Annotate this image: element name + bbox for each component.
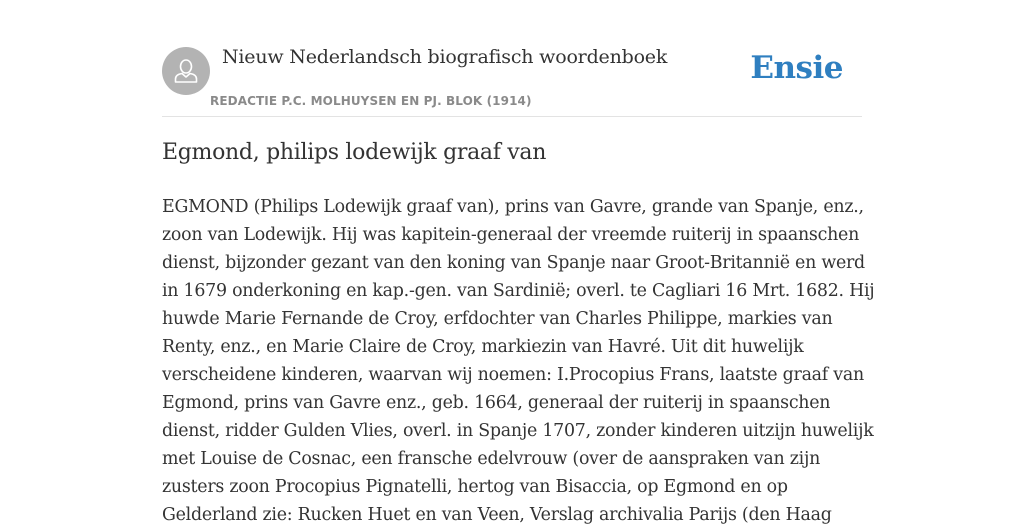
body-line: EGMOND (Philips Lodewijk graaf van), prins van Gavre, grande van Spanje, enz., (162, 197, 864, 217)
book-title: Nieuw Nederlandsch biografisch woordenboek (222, 46, 668, 68)
entry-body (162, 193, 875, 529)
editors-credit: REDACTIE P.C. MOLHUYSEN EN PJ. BLOK (1914) (210, 94, 532, 108)
body-line: zusters zoon Procopius Pignatelli, hertog van Bisaccia, op Egmond en op (162, 477, 788, 497)
user-silhouette-icon (162, 47, 210, 95)
body-line: dienst, bijzonder gezant van den koning van Spanje naar Groot-Britannië en werd (162, 253, 865, 273)
source-header (162, 46, 862, 117)
body-line: dienst, ridder Gulden Vlies, overl. in Spanje 1707, zonder kinderen uitzijn huwelijk (162, 421, 874, 441)
entry-title: Egmond, philips lodewijk graaf van (162, 140, 547, 165)
body-line: met Louise de Cosnac, een fransche edelvrouw (over de aanspraken van zijn (162, 449, 821, 469)
body-line: Egmond, prins van Gavre enz., geb. 1664, generaal der ruiterij in spaanschen (162, 393, 831, 413)
ensie-logo[interactable]: Ensie (750, 50, 843, 86)
body-line: zoon van Lodewijk. Hij was kapitein-generaal der vreemde ruiterij in spaanschen (162, 225, 860, 245)
body-line: Gelderland zie: Rucken Huet en van Veen, Verslag archivalia Parijs (den Haag (162, 505, 832, 525)
body-line: in 1679 onderkoning en kap.-gen. van Sardinië; overl. te Cagliari 16 Mrt. 1682. Hij (162, 281, 875, 301)
body-line: huwde Marie Fernande de Croy, erfdochter van Charles Philippe, markies van (162, 309, 833, 329)
body-line: verscheidene kinderen, waarvan wij noemen: I.Procopius Frans, laatste graaf van (162, 365, 864, 385)
body-line: Renty, enz., en Marie Claire de Croy, markiezin van Havré. Uit dit huwelijk (162, 337, 804, 357)
